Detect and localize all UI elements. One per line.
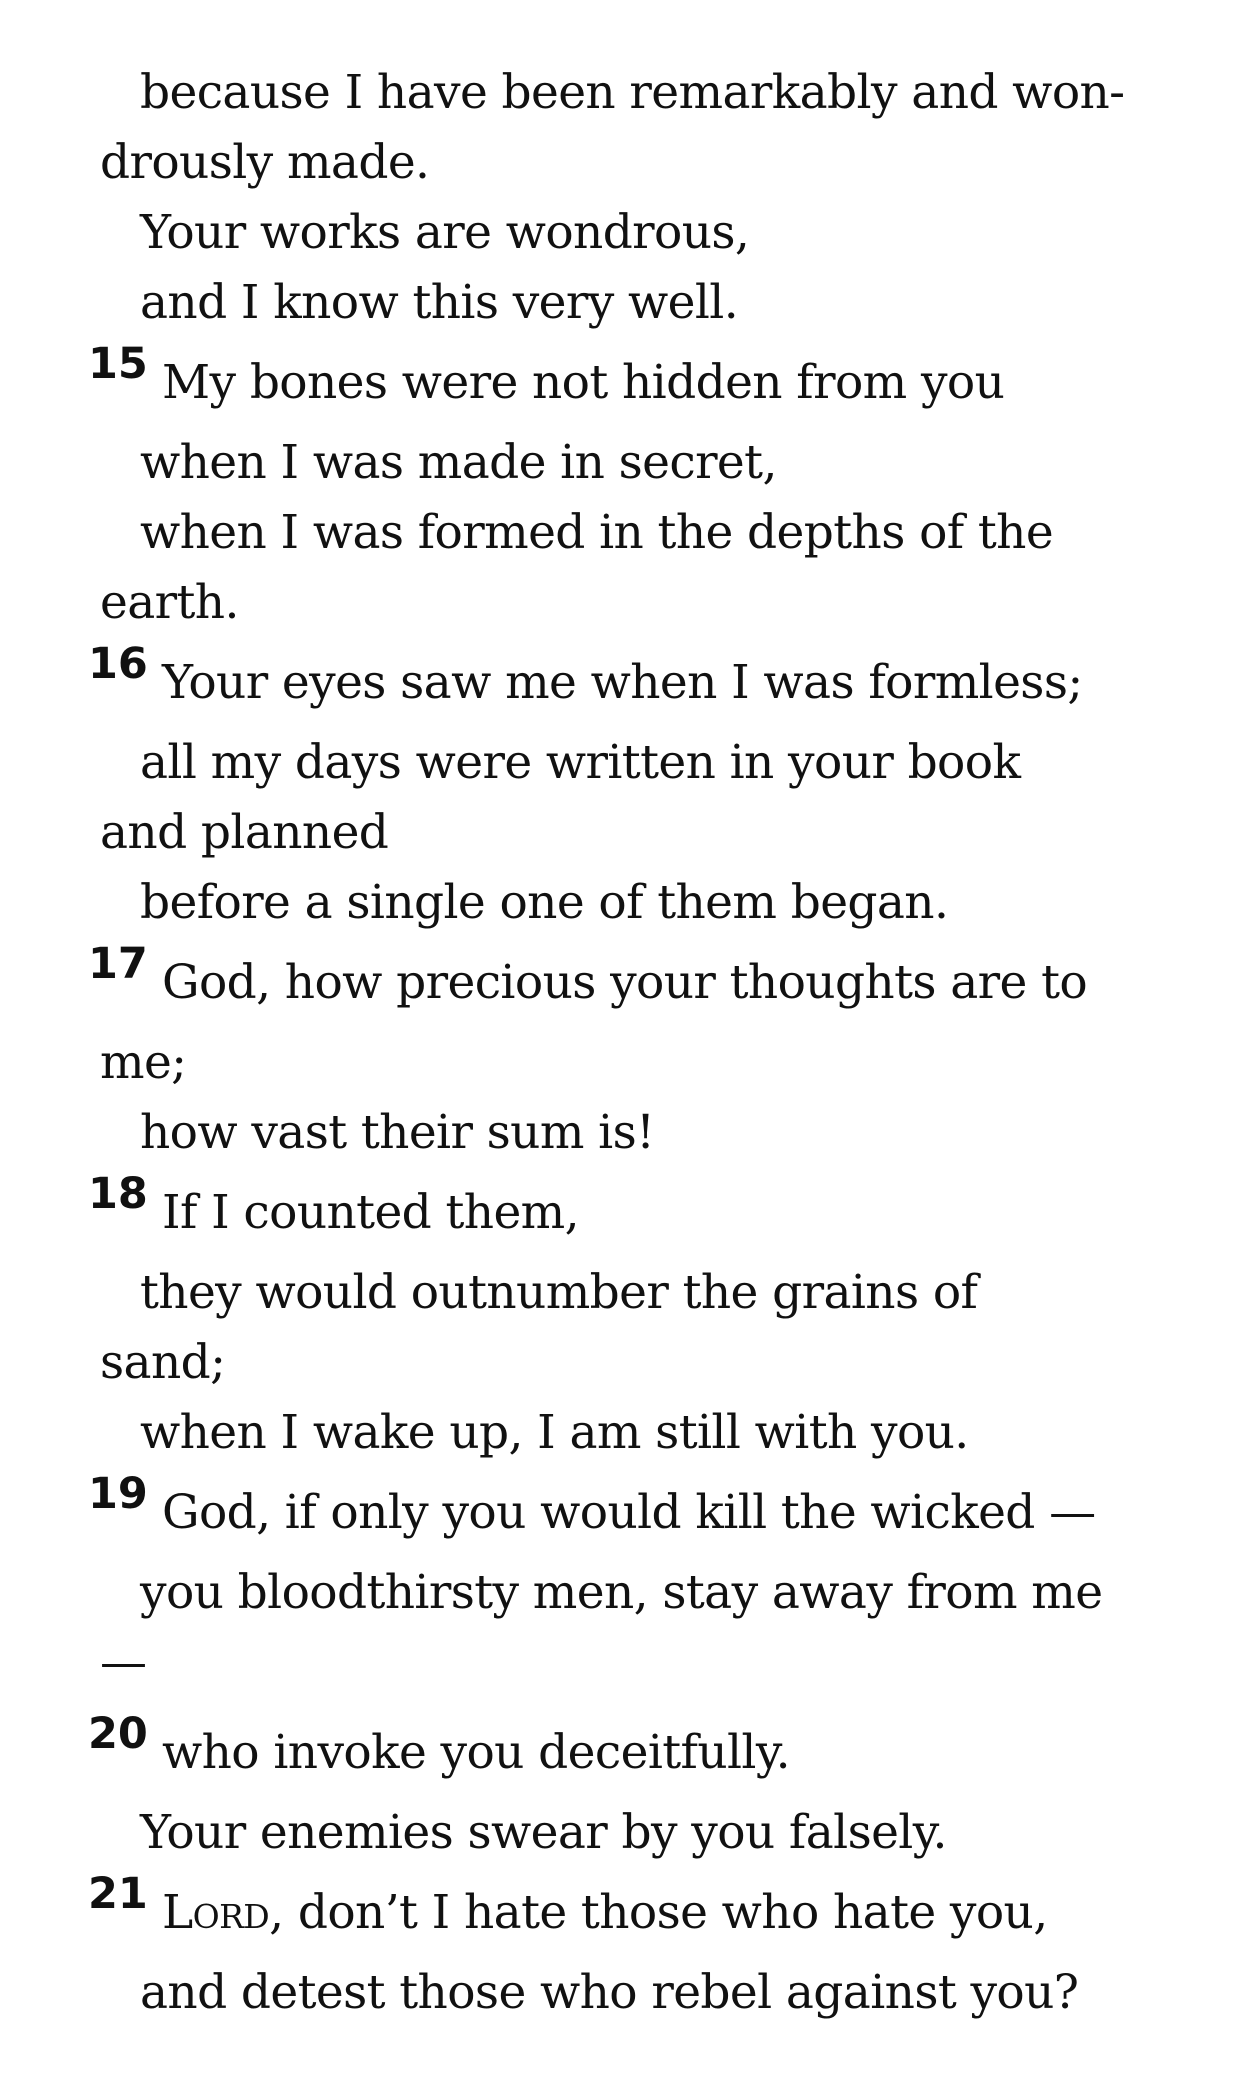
passage-line: because I have been remarkably and won- xyxy=(140,65,1125,120)
verse-15-line: 15 My bones were not hidden from you xyxy=(100,338,1180,428)
passage-line: when I was made in secret, xyxy=(140,435,777,490)
passage-line: and planned xyxy=(100,805,389,860)
divine-name: Lord xyxy=(162,1885,270,1940)
verse-number: 20 xyxy=(88,1709,148,1759)
passage-line: and I know this very well. xyxy=(140,275,739,330)
passage-line: they would outnumber the grains of xyxy=(140,1265,978,1320)
passage-line: — xyxy=(100,1635,147,1690)
verse-18-line: 18 If I counted them, xyxy=(100,1168,1180,1258)
verse-19-line: 19 God, if only you would kill the wicked — xyxy=(100,1468,1180,1558)
passage-line: when I was formed in the depths of the xyxy=(140,505,1054,560)
verse-number: 19 xyxy=(88,1469,148,1519)
passage-line: and detest those who rebel against you? xyxy=(140,1965,1079,2020)
passage-line: Your works are wondrous, xyxy=(140,205,750,260)
passage-line: you bloodthirsty men, stay away from me xyxy=(140,1565,1103,1620)
verse-21-line: 21 Lord, don’t I hate those who hate you, xyxy=(100,1868,1180,1958)
verse-number: 16 xyxy=(88,639,148,689)
scripture-passage xyxy=(88,58,1180,2028)
verse-number: 15 xyxy=(88,339,148,389)
verse-number: 18 xyxy=(88,1169,148,1219)
verse-16-line: 16 Your eyes saw me when I was formless; xyxy=(100,638,1180,728)
passage-line: earth. xyxy=(100,575,239,630)
passage-line: when I wake up, I am still with you. xyxy=(140,1405,969,1460)
verse-number: 21 xyxy=(88,1869,148,1919)
passage-line: sand; xyxy=(100,1335,226,1390)
passage-line: before a single one of them began. xyxy=(140,875,949,930)
verse-17-line: 17 God, how precious your thoughts are to xyxy=(100,938,1180,1028)
verse-20-line: 20 who invoke you deceitfully. xyxy=(100,1708,1180,1798)
verse-number: 17 xyxy=(88,939,148,989)
passage-line: Your enemies swear by you falsely. xyxy=(140,1805,947,1860)
passage-line: how vast their sum is! xyxy=(140,1105,655,1160)
passage-line: drously made. xyxy=(100,135,430,190)
passage-line: me; xyxy=(100,1035,187,1090)
passage-line: all my days were written in your book xyxy=(140,735,1021,790)
